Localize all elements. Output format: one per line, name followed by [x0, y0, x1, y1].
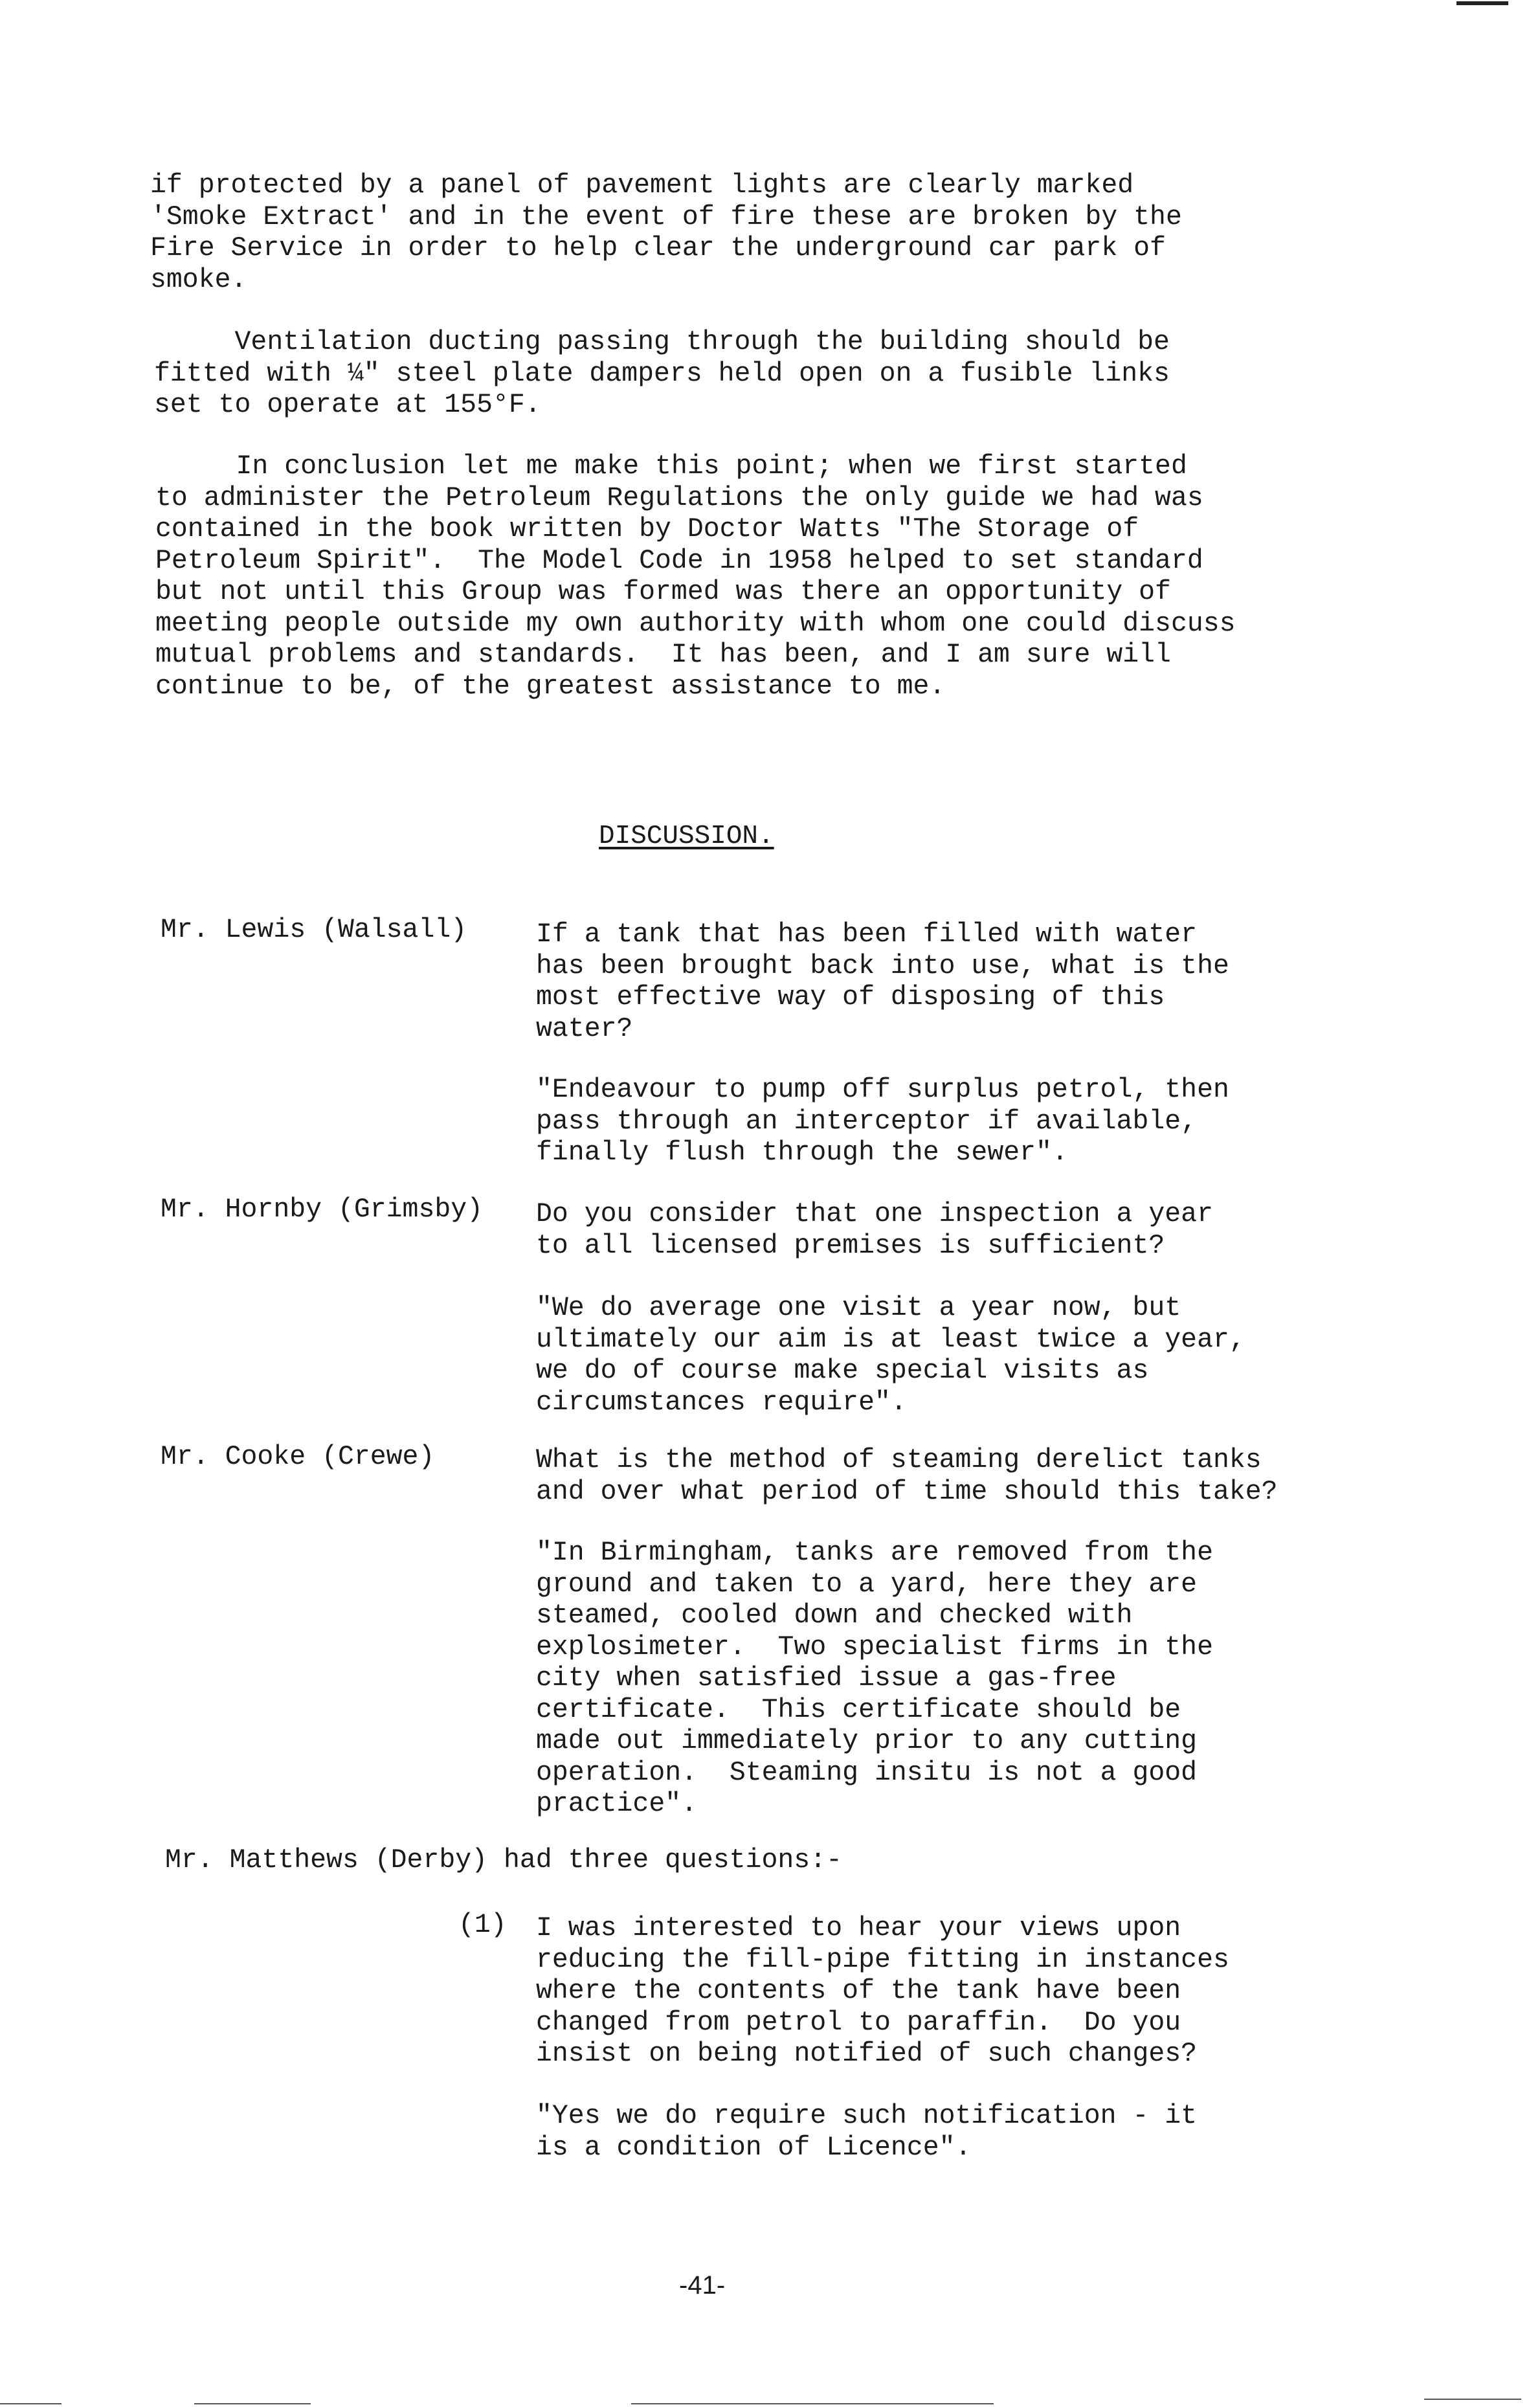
paragraph-conclusion: In conclusion let me make this point; when we first started to administer the Petroleum Regulations the only guide we had was contained in the book written by Doctor Watts "The Storage of Petroleum Spirit". The Model Code in 1958 helped to set standard but not until this Group was formed was there an opportunity of meeting people outside my own authority with whom one could discuss mutual problems and standards. It has been, and I am sure will continue to be, of the greatest assistance to me. [155, 451, 1236, 702]
question-matthews-1: I was interested to hear your views upon reducing the fill-pipe fitting in instances where the contents of the tank have been changed from petrol to paraffin. Do you insist on being notified of such changes? [536, 1913, 1229, 2069]
scan-mark-top-right [1456, 1, 1508, 5]
answer-lewis: "Endeavour to pump off surplus petrol, then pass through an interceptor if available, finally flush through the sewer". [536, 1075, 1229, 1168]
speaker-hornby: Mr. Hornby (Grimsby) [161, 1194, 484, 1225]
speaker-cooke: Mr. Cooke (Crewe) [161, 1442, 435, 1472]
bottom-rule-mid-left [194, 2403, 311, 2404]
speaker-lewis: Mr. Lewis (Walsall) [161, 915, 467, 945]
answer-matthews-1: "Yes we do require such notification - it is a condition of Licence". [536, 2101, 1198, 2163]
answer-hornby: "We do average one visit a year now, but ultimately our aim is at least twice a year, we do of course make special visits as circumstances require". [536, 1293, 1245, 1418]
bottom-rule-mid [631, 2403, 994, 2404]
answer-cooke: "In Birmingham, tanks are removed from the ground and taken to a yard, here they are steamed, cooled down and checked with explosimeter. Two specialist firms in the city when satisfied issue a gas-free certificate. This certificate should be made out immediately prior to any cutting operation. Steaming insitu is not a good practice". [536, 1538, 1213, 1819]
question-lewis: If a tank that has been filled with water has been brought back into use, what is the most effective way of disposing of this water? [536, 919, 1229, 1044]
discussion-heading: DISCUSSION. [599, 822, 774, 851]
question-cooke: What is the method of steaming derelict tanks and over what period of time should this take? [536, 1445, 1278, 1507]
page-number: -41- [679, 2271, 726, 2300]
bottom-rule-left [0, 2403, 61, 2404]
paragraph-smoke-extract: if protected by a panel of pavement lights are clearly marked 'Smoke Extract' and in the event of fire these are broken by the Fire Service in order to help clear the underground car park of smoke. [150, 170, 1182, 295]
question-number: (1) [458, 1910, 507, 1940]
question-hornby: Do you consider that one inspection a year to all licensed premises is sufficient? [536, 1199, 1213, 1261]
bottom-rule-right [1424, 2399, 1521, 2400]
paragraph-ventilation: Ventilation ducting passing through the building should be fitted with ¼" steel plate dampers held open on a fusible links set to operate at 155°F. [154, 327, 1170, 420]
matthews-intro: Mr. Matthews (Derby) had three questions:- [165, 1845, 842, 1875]
